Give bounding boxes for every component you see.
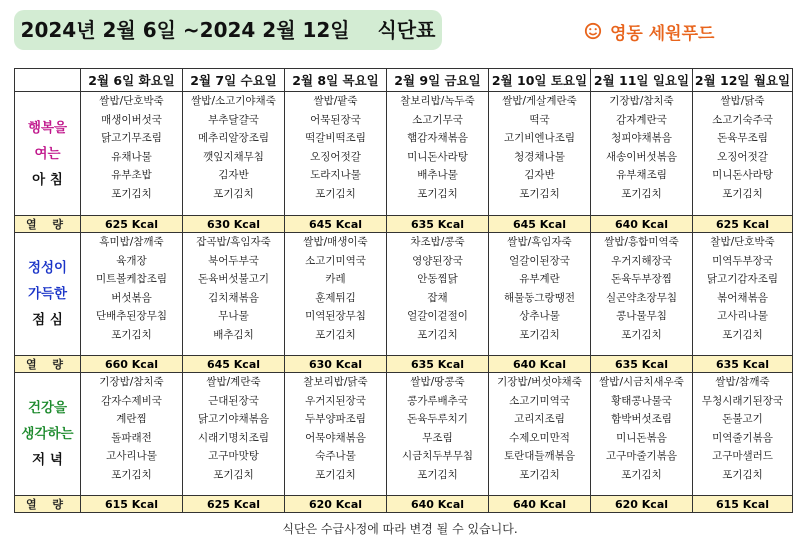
menu-item: 안동찜닭 xyxy=(417,273,458,286)
kcal-label: 열 량 xyxy=(15,356,81,373)
menu-item: 소고기미역국 xyxy=(509,394,570,407)
menu-item: 고리지조림 xyxy=(514,413,565,426)
menu-item: 미니돈사라탕 xyxy=(407,150,468,163)
kcal-value: 630 Kcal xyxy=(183,216,285,233)
menu-item: 감자계란국 xyxy=(616,113,667,126)
menu-item: 소고기무국 xyxy=(412,113,463,126)
menu-item: 포기김치 xyxy=(213,187,254,200)
meal-label-line: 정성이 xyxy=(27,260,68,276)
kcal-value: 635 Kcal xyxy=(387,216,489,233)
menu-item: 쌀밥/매생이죽 xyxy=(303,236,368,248)
menu-item: 포기김치 xyxy=(519,468,560,481)
menu-item: 소고기미역국 xyxy=(305,254,366,267)
menu-item: 쌀밥/계란죽 xyxy=(206,376,261,388)
kcal-value: 645 Kcal xyxy=(285,216,387,233)
menu-cell xyxy=(81,373,183,496)
kcal-row xyxy=(15,216,793,233)
menu-item: 청경채나물 xyxy=(514,150,565,163)
menu-item: 쌀밥/소고기야채죽 xyxy=(191,95,276,107)
menu-item: 얼갈이된장국 xyxy=(509,254,570,267)
meal-row xyxy=(15,373,793,496)
kcal-value: 620 Kcal xyxy=(591,496,693,513)
day-header: 2월 10일 토요일 xyxy=(489,69,591,92)
menu-item: 두부양파조림 xyxy=(305,413,366,426)
menu-item: 돈육두루치기 xyxy=(407,413,468,426)
menu-item: 잡채 xyxy=(427,291,448,304)
menu-item: 소고기숙주국 xyxy=(712,113,773,126)
kcal-value: 640 Kcal xyxy=(591,216,693,233)
menu-item: 황태콩나물국 xyxy=(611,394,672,407)
menu-item: 흑미밥/참깨죽 xyxy=(99,236,164,248)
menu-item: 새송이버섯볶음 xyxy=(605,150,677,163)
menu-item: 부추달걀국 xyxy=(208,113,259,126)
menu-cell xyxy=(387,373,489,496)
menu-item: 고구마샐러드 xyxy=(712,450,773,463)
menu-cell xyxy=(693,373,793,496)
menu-item: 포기김치 xyxy=(519,187,560,200)
meal-label-line: 여는 xyxy=(34,145,61,162)
menu-cell xyxy=(285,373,387,496)
menu-item: 포기김치 xyxy=(111,328,152,341)
menu-item: 포기김치 xyxy=(417,328,458,341)
menu-item: 포기김치 xyxy=(213,468,254,481)
menu-item: 김치채볶음 xyxy=(208,291,259,304)
menu-cell xyxy=(693,233,793,356)
kcal-value: 640 Kcal xyxy=(387,496,489,513)
menu-item: 오징어젓갈 xyxy=(310,150,361,163)
menu-item: 포기김치 xyxy=(315,328,356,341)
menu-item: 김자반 xyxy=(218,169,249,182)
menu-item: 쌀밥/참깨죽 xyxy=(715,376,770,388)
menu-item: 배추김치 xyxy=(213,328,254,341)
menu-item: 떡갈비떡조림 xyxy=(305,132,366,145)
menu-item: 시금치두부무침 xyxy=(401,450,473,463)
menu-item: 고구마맛탕 xyxy=(208,450,259,463)
menu-item: 어묵야채볶음 xyxy=(305,431,366,444)
menu-item: 토란대들깨볶음 xyxy=(503,450,575,463)
menu-cell xyxy=(489,373,591,496)
menu-item: 닭고기무조림 xyxy=(101,132,162,145)
menu-item: 돈육두부장찜 xyxy=(611,273,672,286)
menu-item: 포기김치 xyxy=(722,328,763,341)
title-banner xyxy=(14,10,442,50)
menu-item: 상추나물 xyxy=(519,310,560,323)
meal-label-line: 점 심 xyxy=(32,312,63,328)
brand xyxy=(584,18,714,44)
kcal-label: 열 량 xyxy=(15,216,81,233)
kcal-value: 615 Kcal xyxy=(693,496,793,513)
menu-item: 고기비엔나조림 xyxy=(503,132,575,145)
menu-item: 김자반 xyxy=(524,169,555,182)
kcal-label: 열 량 xyxy=(15,496,81,513)
kcal-value: 620 Kcal xyxy=(285,496,387,513)
menu-item: 깻잎지채무침 xyxy=(203,150,264,163)
menu-cell xyxy=(387,233,489,356)
menu-item: 청피야채볶음 xyxy=(611,132,672,145)
meal-row xyxy=(15,233,793,356)
day-header: 2월 7일 수요일 xyxy=(183,69,285,92)
meal-label xyxy=(15,92,81,216)
menu-item: 포기김치 xyxy=(417,468,458,481)
menu-item: 미역된장무침 xyxy=(305,310,366,323)
menu-title: 2024년 2월 6일 ~2024 2월 12일 식단표 xyxy=(20,18,436,42)
menu-item: 우거지해장국 xyxy=(611,254,672,267)
menu-item: 포기김치 xyxy=(111,187,152,200)
day-header-row xyxy=(15,69,793,92)
menu-item: 메추리알장조림 xyxy=(197,132,269,145)
menu-item: 포기김치 xyxy=(315,468,356,481)
menu-item: 포기김치 xyxy=(621,468,662,481)
menu-cell xyxy=(591,233,693,356)
menu-cell xyxy=(183,92,285,216)
menu-item: 포기김치 xyxy=(722,468,763,481)
menu-item: 돌파래전 xyxy=(111,431,152,444)
menu-item: 배추나물 xyxy=(417,169,458,182)
menu-item: 잡곡밥/흑임자죽 xyxy=(196,236,271,248)
meal-label-line: 아 침 xyxy=(32,171,63,188)
kcal-row xyxy=(15,496,793,513)
menu-item: 미니돈볶음 xyxy=(616,431,667,444)
menu-item: 미역두부장국 xyxy=(712,254,773,267)
corner-cell xyxy=(15,69,81,92)
menu-item: 쌀밥/단호박죽 xyxy=(99,95,164,107)
menu-item: 시래기명치조림 xyxy=(197,431,269,444)
menu-cell xyxy=(81,233,183,356)
brand-name: 영동 세원푸드 xyxy=(610,23,715,44)
menu-item: 찰보리밥/닭죽 xyxy=(303,376,368,388)
menu-item: 포기김치 xyxy=(315,187,356,200)
menu-item: 찰보리밥/녹두죽 xyxy=(400,95,475,107)
kcal-value: 640 Kcal xyxy=(489,356,591,373)
footnote: 식단은 수급사정에 따라 변경 될 수 있습니다. xyxy=(282,522,518,536)
meal-label-line: 건강을 xyxy=(27,400,68,416)
menu-item: 고사리나물 xyxy=(717,310,768,323)
day-header: 2월 8일 목요일 xyxy=(285,69,387,92)
day-header: 2월 11일 일요일 xyxy=(591,69,693,92)
menu-cell xyxy=(591,92,693,216)
meal-label xyxy=(15,373,81,496)
menu-item: 돈육무조림 xyxy=(717,132,768,145)
menu-item: 고사리나물 xyxy=(106,450,157,463)
menu-item: 감자수제비국 xyxy=(101,394,162,407)
menu-item: 미니돈사라탕 xyxy=(712,169,773,182)
kcal-value: 625 Kcal xyxy=(81,216,183,233)
menu-item: 쌀밥/땅콩죽 xyxy=(410,376,465,388)
meal-label-line: 행복을 xyxy=(27,119,68,136)
menu-item: 단배추된장무침 xyxy=(95,310,167,323)
menu-item: 육개장 xyxy=(116,254,147,267)
menu-item: 포기김치 xyxy=(722,187,763,200)
kcal-value: 645 Kcal xyxy=(489,216,591,233)
menu-item: 쌀밥/게살계란죽 xyxy=(502,95,577,107)
menu-item: 매생이버섯국 xyxy=(101,113,162,126)
menu-item: 닭고기야채볶음 xyxy=(197,413,269,426)
menu-cell xyxy=(285,92,387,216)
menu-item: 기장밥/참치죽 xyxy=(99,376,164,388)
meal-row xyxy=(15,92,793,216)
menu-item: 계란찜 xyxy=(116,413,147,426)
menu-item: 얼갈이겉절이 xyxy=(407,310,468,323)
menu-item: 닭고기감자조림 xyxy=(706,273,778,286)
menu-item: 도라지나물 xyxy=(310,169,361,182)
menu-item: 포기김치 xyxy=(621,328,662,341)
menu-item: 포기김치 xyxy=(621,187,662,200)
kcal-value: 640 Kcal xyxy=(489,496,591,513)
kcal-value: 615 Kcal xyxy=(81,496,183,513)
menu-item: 볶어채볶음 xyxy=(717,291,768,304)
menu-item: 미트볼케찹조림 xyxy=(95,273,167,286)
menu-item: 영양된장국 xyxy=(412,254,463,267)
menu-cell xyxy=(183,373,285,496)
menu-item: 돈불고기 xyxy=(722,413,763,426)
menu-item: 해물동그랑땡전 xyxy=(503,291,575,304)
day-header: 2월 9일 금요일 xyxy=(387,69,489,92)
menu-cell xyxy=(183,233,285,356)
menu-item: 버섯볶음 xyxy=(111,291,152,304)
menu-item: 기장밥/버섯야채죽 xyxy=(497,376,582,388)
menu-body xyxy=(15,92,793,513)
menu-item: 차조밥/콩죽 xyxy=(410,236,465,248)
menu-item: 쌀밥/팥죽 xyxy=(313,95,358,107)
menu-cell xyxy=(693,92,793,216)
kcal-value: 630 Kcal xyxy=(285,356,387,373)
menu-item: 떡국 xyxy=(529,113,550,126)
menu-item: 유부채조림 xyxy=(616,169,667,182)
menu-item: 유부초밥 xyxy=(111,169,152,182)
meal-label xyxy=(15,233,81,356)
kcal-value: 660 Kcal xyxy=(81,356,183,373)
kcal-value: 635 Kcal xyxy=(591,356,693,373)
menu-item: 포기김치 xyxy=(111,468,152,481)
menu-cell xyxy=(285,233,387,356)
menu-item: 콩나물무침 xyxy=(616,310,667,323)
kcal-value: 625 Kcal xyxy=(693,216,793,233)
kcal-row xyxy=(15,356,793,373)
meal-label-line: 생각하는 xyxy=(21,426,74,442)
menu-item: 고구마줄기볶음 xyxy=(605,450,677,463)
kcal-value: 625 Kcal xyxy=(183,496,285,513)
meal-label-line: 저 녁 xyxy=(32,452,63,468)
menu-item: 어묵된장국 xyxy=(310,113,361,126)
menu-item: 수제오미만적 xyxy=(509,431,570,444)
menu-item: 쌀밥/닭죽 xyxy=(720,95,765,107)
menu-item: 무조림 xyxy=(422,431,453,444)
menu-item: 포기김치 xyxy=(417,187,458,200)
menu-cell xyxy=(489,233,591,356)
kcal-value: 635 Kcal xyxy=(387,356,489,373)
menu-cell xyxy=(591,373,693,496)
menu-item: 무나물 xyxy=(218,310,249,323)
day-header: 2월 12일 월요일 xyxy=(693,69,793,92)
menu-item: 유채나물 xyxy=(111,150,152,163)
menu-item: 숙주나물 xyxy=(315,450,356,463)
menu-item: 근대된장국 xyxy=(208,394,259,407)
menu-item: 우거지된장국 xyxy=(305,394,366,407)
meal-label-line: 가득한 xyxy=(27,286,68,302)
menu-item: 포기김치 xyxy=(519,328,560,341)
day-header: 2월 6일 화요일 xyxy=(81,69,183,92)
menu-table xyxy=(14,68,793,513)
menu-item: 오징어젓갈 xyxy=(717,150,768,163)
menu-item: 찰밥/단호박죽 xyxy=(710,236,775,248)
menu-item: 쌀밥/흑임자죽 xyxy=(507,236,572,248)
menu-item: 카레 xyxy=(325,273,346,286)
menu-item: 실곤약초장무침 xyxy=(605,291,677,304)
menu-item: 콩가루배추국 xyxy=(407,394,468,407)
menu-item: 함박버섯조림 xyxy=(611,413,672,426)
menu-cell xyxy=(489,92,591,216)
menu-item: 햄감자채볶음 xyxy=(407,132,468,145)
menu-item: 돈육버섯불고기 xyxy=(197,273,269,286)
menu-cell xyxy=(387,92,489,216)
menu-item: 미역줄기볶음 xyxy=(712,431,773,444)
menu-item: 북어두부국 xyxy=(208,254,259,267)
smiley-icon xyxy=(584,22,602,40)
menu-item: 유부계란 xyxy=(519,273,560,286)
kcal-value: 635 Kcal xyxy=(693,356,793,373)
menu-item: 기장밥/참치죽 xyxy=(609,95,674,107)
menu-item: 쌀밥/시금치새우죽 xyxy=(599,376,684,388)
menu-item: 무청시래기된장국 xyxy=(701,394,784,407)
kcal-value: 645 Kcal xyxy=(183,356,285,373)
menu-cell xyxy=(81,92,183,216)
menu-item: 훈제튀김 xyxy=(315,291,356,304)
menu-item: 쌀밥/흥합미역죽 xyxy=(604,236,679,248)
